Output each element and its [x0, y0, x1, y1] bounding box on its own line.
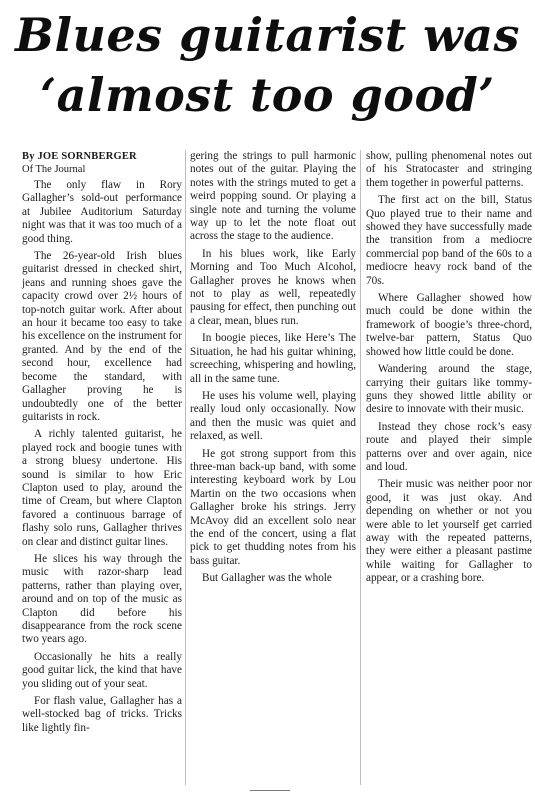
page-cut-mark	[250, 790, 290, 795]
article-column-1	[22, 150, 182, 739]
column-divider	[360, 150, 361, 785]
byline-author: By JOE SORNBERGER	[22, 151, 137, 162]
paragraph: In boogie pieces, like Here’s The Situation, he had his guitar whining, screeching, whispering and howling, all in the same tune.	[190, 332, 356, 385]
paragraph: Where Gallagher showed how much could be done within the framework of boogie’s three-chord, twelve-bar pattern, Status Quo showed how little could be done.	[366, 292, 532, 358]
paragraph: Occasionally he hits a really good guitar lick, the kind that have you sliding out of your seat.	[22, 650, 182, 690]
paragraph: gering the strings to pull harmonic notes out of the guitar. Playing the notes with the strings muted to get a weird popping sound. Or playing a single note and turning the volume way up to let the note float out across the stage to the audience.	[190, 150, 356, 243]
byline-outlet: Of The Journal	[22, 164, 86, 175]
article-column-2	[190, 150, 356, 590]
paragraph: In his blues work, like Early Morning and Too Much Alcohol, Gallagher proves he knows when not to play as well, repeatedly pausing for effect, then punching out a clear, mean, blues run.	[190, 247, 356, 327]
paragraph: He got strong support from this three-man back-up band, with some interesting keyboard work by Lou Martin on the two occasions when Gallagher broke his strings. Jerry McAvoy did an excellent solo near the end of the concert, using a flat pick to get thudding notes from his bass guitar.	[190, 447, 356, 567]
column-divider	[185, 150, 186, 785]
article-column-3	[366, 150, 532, 590]
paragraph: The first act on the bill, Status Quo played true to their name and showed they have successfully made the transition from a mediocre commercial pop band of the 60s to a mediocre heavy rock band of the 70s.	[366, 194, 532, 287]
paragraph: For flash value, Gallagher has a well-stocked bag of tricks. Tricks like lightly fin-	[22, 695, 182, 734]
paragraph: Wandering around the stage, carrying their guitars like tommy-guns they showed little ability or desire to innovate with their music.	[366, 363, 532, 416]
paragraph: He slices his way through the music with razor-sharp lead patterns, rather than playing over, around and on top of the music as Clapton did before his disappearance from the rock scene two years ago.	[22, 552, 182, 646]
paragraph: Instead they chose rock’s easy route and played their simple patterns over and over again, nice and loud.	[366, 420, 532, 473]
paragraph: The only flaw in Rory Gallagher’s sold-out performance at Jubilee Auditorium Saturday night was that it was too much of a good thing.	[22, 179, 182, 245]
paragraph: A richly talented guitarist, he played rock and boogie tunes with a strong bluesy undertone. His sound is similar to how Eric Clapton used to play, around the time of Cream, but where Clapton favored a continuous barrage of flashy solo runs, Gallagher thrives on clear and distinct guitar lines.	[22, 428, 182, 548]
paragraph: But Gallagher was the whole	[202, 572, 332, 585]
headline-line-1: Blues guitarist was	[15, 8, 520, 62]
paragraph: Their music was neither poor nor good, it was just okay. And depending on whether or not you were able to let yourself get carried away with the repeated patterns, they were either a pleasant pastime while waiting for Gallagher to appear, or a crashing bore.	[366, 478, 532, 585]
headline-line-2: ‘almost too good’	[40, 68, 495, 122]
paragraph: He uses his volume well, playing really loud only occasionally. Now and then the music was quiet and relaxed, as well.	[190, 389, 356, 443]
paragraph: show, pulling phenomenal notes out of his Stratocaster and stringing them together in powerful patterns.	[366, 150, 532, 189]
paragraph: The 26-year-old Irish blues guitarist dressed in checked shirt, jeans and running shoes gave the capacity crowd over 2½ hours of top-notch guitar work. After about an hour it became too easy to take his excellence on the instrument for granted. And by the end of the second hour, excellence had become the standard, with Gallagher proving he is undoubtedly one of the better guitarists in rock.	[22, 250, 182, 423]
